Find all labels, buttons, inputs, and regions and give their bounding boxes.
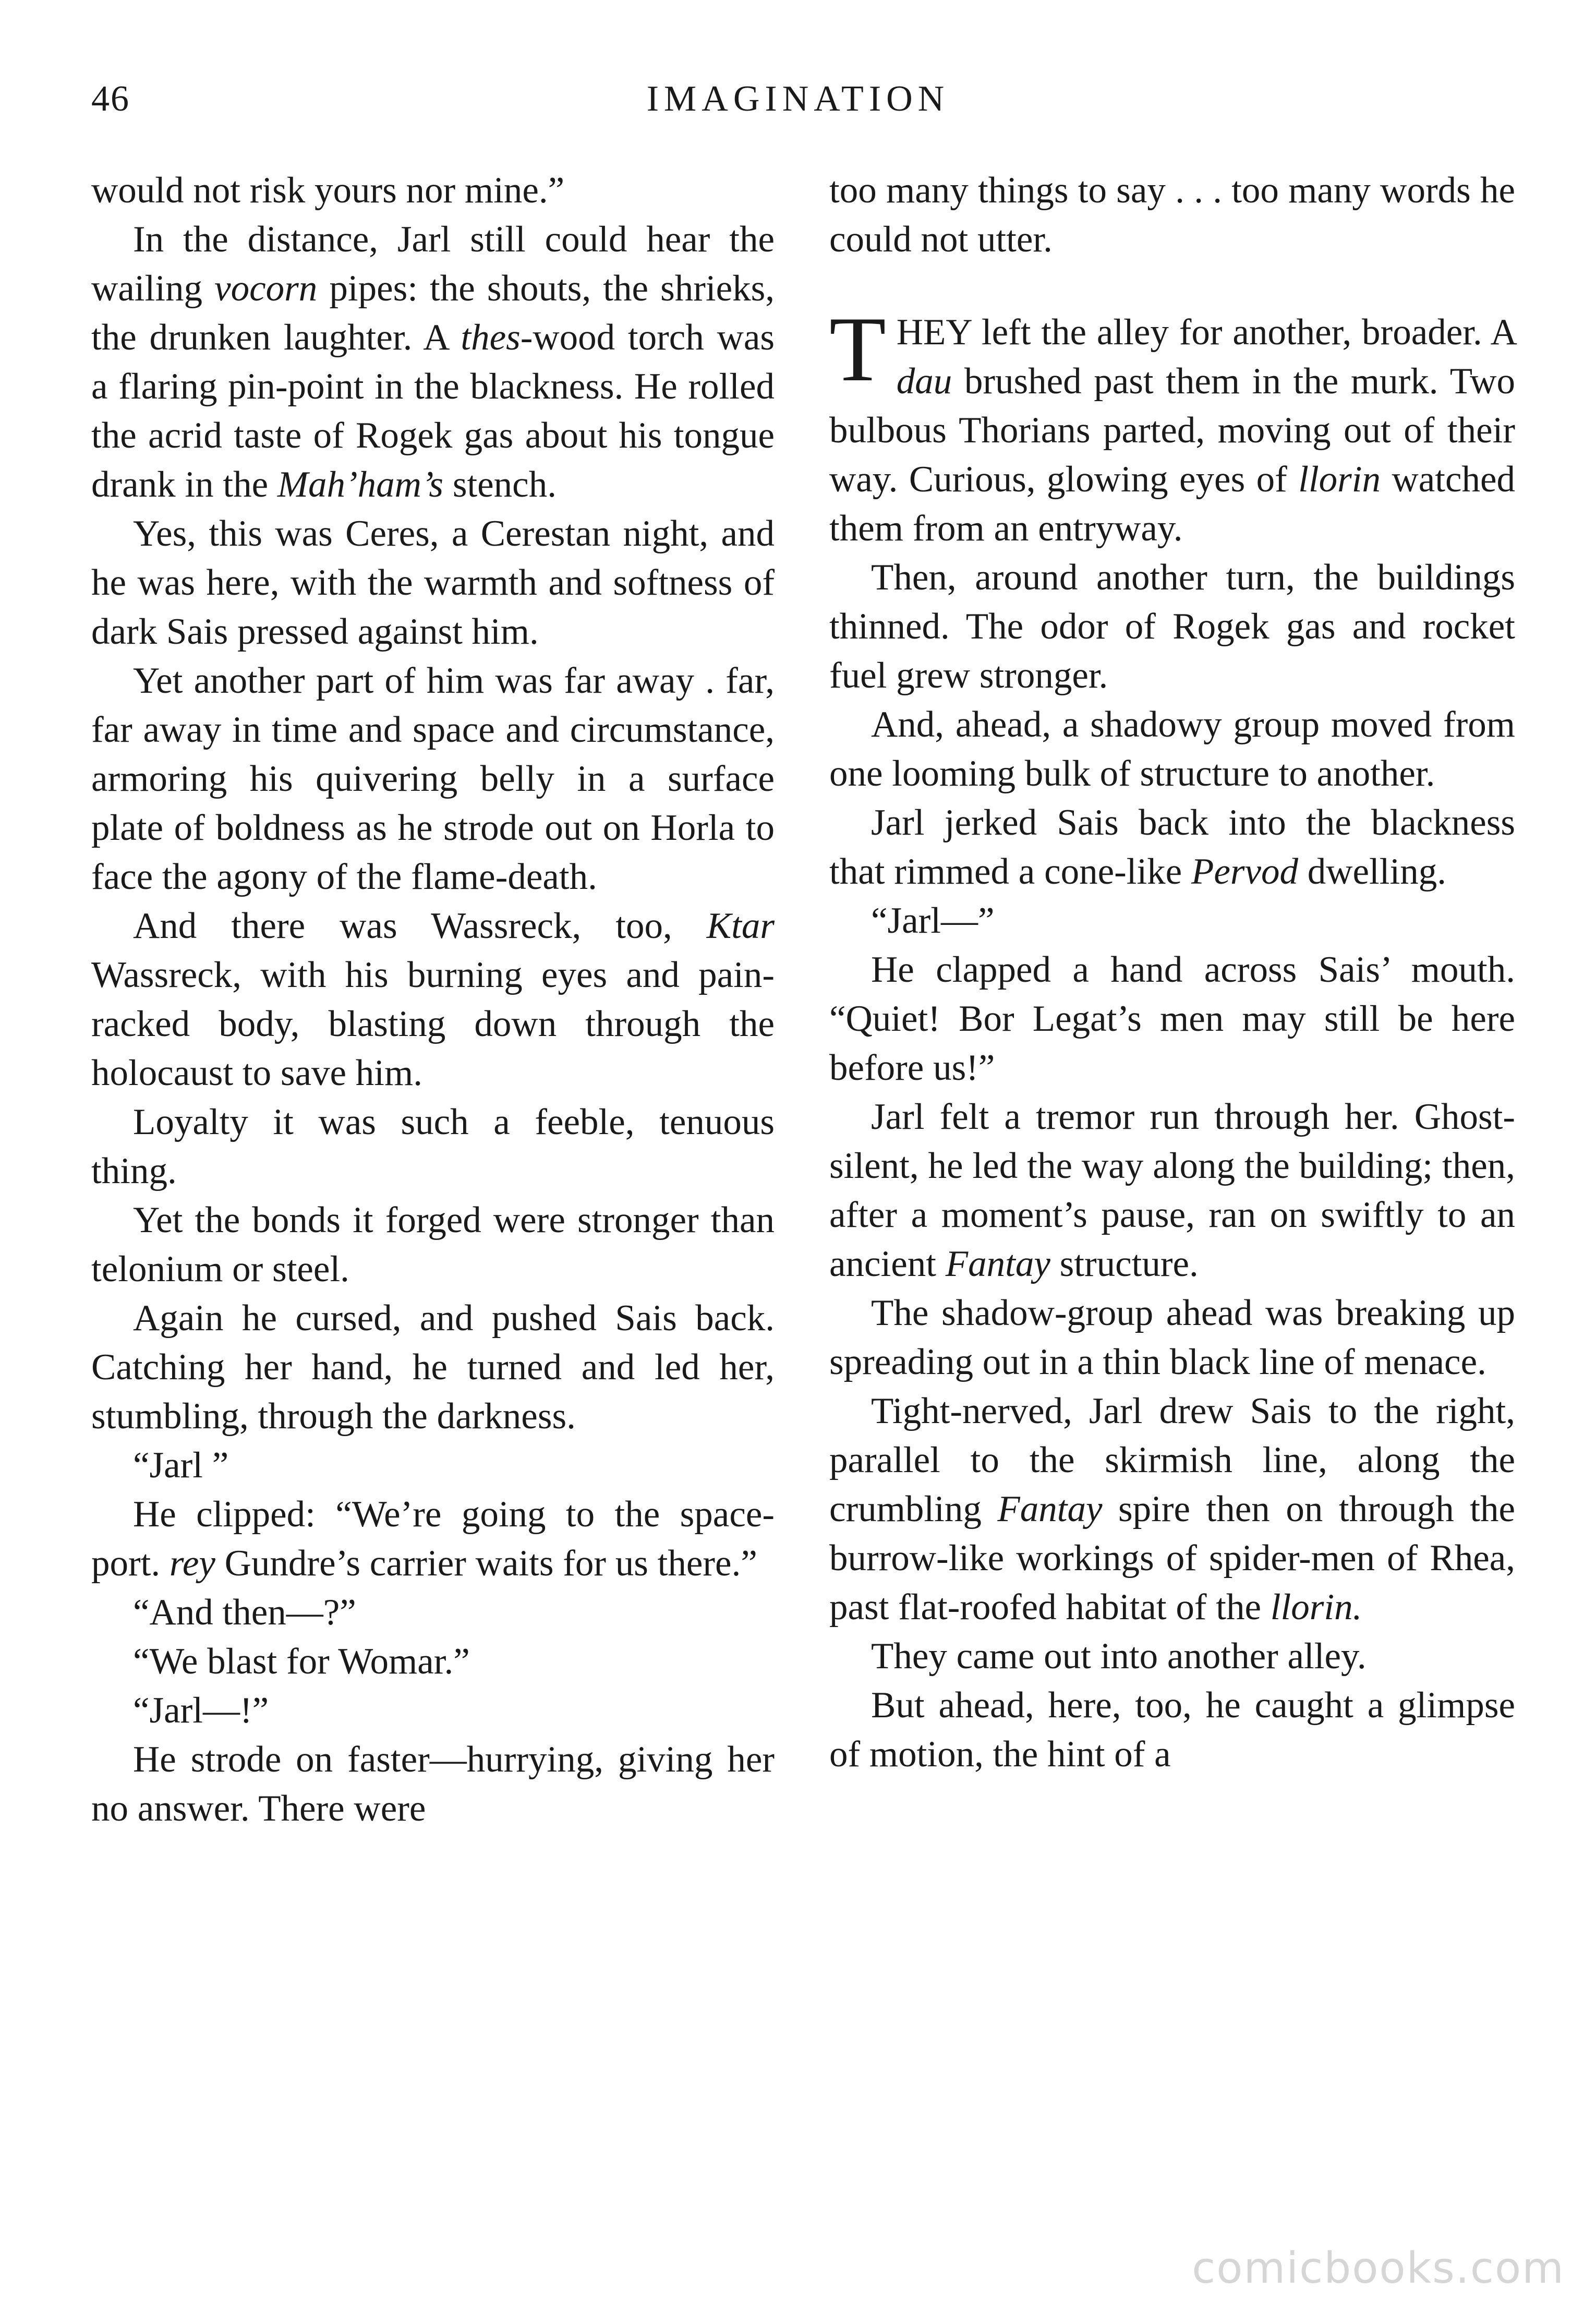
paragraph — [829, 1092, 1515, 1288]
page-header — [0, 78, 1596, 136]
paragraph — [829, 896, 1515, 945]
text-run: structure. — [1050, 1244, 1199, 1284]
paragraph — [91, 901, 775, 1098]
italic-text: Mah’ham’s — [277, 464, 444, 505]
paragraph — [829, 798, 1515, 896]
text-run: Tight-nerved, Jarl drew Sais to the right, parallel to the skirmish line, along the crumbling — [829, 1391, 1515, 1529]
watermark: comicbooks.com — [1192, 2244, 1565, 2293]
dropcap-text-end: watched them from an entryway. — [829, 459, 1516, 549]
text-run: Yet the bonds it forged were stronger than telonium or steel. — [91, 1200, 775, 1290]
paragraph — [91, 1490, 775, 1588]
paragraph — [91, 1637, 775, 1686]
text-run: “Jarl—!” — [133, 1690, 269, 1731]
text-run: Again he cursed, and pushed Sais back. Catching her hand, he turned and led her, stumbling, through the darkness. — [91, 1298, 775, 1437]
paragraph — [829, 1288, 1515, 1387]
text-run: The shadow-group ahead was breaking up spreading out in a thin black line of menace. — [829, 1293, 1515, 1382]
right-column — [829, 166, 1515, 1779]
text-run: -wood torch was a flaring pin-point in the blackness. He rolled the acrid taste of Rogek gas about his tongue drank in the — [91, 317, 775, 505]
text-run: dwelling. — [1298, 851, 1446, 892]
paragraph — [91, 1735, 775, 1833]
right-intro-paragraph: too many things to say . . . too many words he could not utter. — [829, 170, 1515, 260]
text-run: Wassreck, with his burning eyes and pain-racked body, blasting down through the holocaust to save him. — [91, 955, 775, 1093]
text-run: And, ahead, a shadowy group moved from one looming bulk of structure to another. — [829, 704, 1515, 794]
dropcap-italic-2: llorin — [1298, 459, 1381, 500]
drop-cap: T — [829, 297, 886, 401]
paragraph — [91, 1196, 775, 1294]
text-run: He clipped: “We’re going to the space-port. — [91, 1494, 775, 1584]
dropcap-paragraph — [829, 297, 1516, 553]
paragraph — [829, 945, 1515, 1092]
text-run: pipes: the shouts, the shrieks, the drunken laughter. A — [91, 268, 775, 358]
italic-text: thes — [461, 317, 521, 358]
text-run: Yes, this was Ceres, a Cerestan night, and he was here, with the warmth and softness of dark Sais pressed against him. — [91, 513, 775, 652]
dropcap-text: HEY left the alley for another, broader. A — [896, 312, 1515, 353]
text-run: “Jarl—” — [871, 900, 995, 941]
text-run: He strode on faster—hurrying, giving her no answer. There were — [91, 1739, 775, 1829]
paragraph — [91, 1686, 775, 1735]
paragraph — [829, 1681, 1515, 1779]
paragraph — [91, 166, 775, 215]
paragraph — [91, 656, 775, 901]
paragraph — [91, 1098, 775, 1196]
italic-text: llorin. — [1270, 1587, 1362, 1628]
italic-text: rey — [169, 1543, 215, 1584]
italic-text: Pervod — [1191, 851, 1298, 892]
paragraph — [829, 1632, 1515, 1681]
left-column — [91, 166, 775, 1833]
text-run: But ahead, here, too, he caught a glimpse of motion, the hint of a — [829, 1685, 1515, 1775]
text-run: stench. — [443, 464, 557, 505]
running-head: IMAGINATION — [646, 79, 950, 119]
text-run: Jarl jerked Sais back into the blackness that rimmed a cone-like — [829, 802, 1515, 892]
paragraph — [91, 1588, 775, 1637]
text-run: Jarl felt a tremor run through her. Ghost-silent, he led the way along the building; then, after a moment’s pause, ran on swiftly to an ancient — [829, 1097, 1515, 1284]
text-run: “And then—?” — [133, 1592, 356, 1633]
italic-text: Ktar — [706, 906, 775, 946]
italic-text: vocorn — [214, 268, 318, 309]
paragraph — [91, 509, 775, 656]
paragraph — [829, 1387, 1515, 1632]
text-run: “Jarl ” — [133, 1445, 229, 1486]
text-run: Yet another part of him was far away . far, far away in time and space and circumstance, armoring his quivering belly in a surface plate of boldness as he strode out on Horla to face the agony of the flame-death. — [91, 660, 775, 897]
paragraph — [829, 700, 1515, 798]
text-run: They came out into another alley. — [871, 1636, 1367, 1677]
text-run: He clapped a hand across Sais’ mouth. “Quiet! Bor Legat’s men may still be here before us!” — [829, 949, 1515, 1088]
paragraph — [91, 1294, 775, 1441]
text-run: Then, around another turn, the buildings thinned. The odor of Rogek gas and rocket fuel grew stronger. — [829, 557, 1515, 696]
dropcap-italic: dau — [896, 361, 952, 402]
paragraph — [91, 1441, 775, 1490]
paragraph — [91, 215, 775, 509]
text-run: Loyalty it was such a feeble, tenuous thing. — [91, 1102, 775, 1191]
italic-text: Fantay — [997, 1489, 1103, 1529]
right-column-paragraphs — [829, 553, 1515, 1779]
text-run: would not risk yours nor mine.” — [91, 170, 565, 211]
text-run: spire then on through the burrow-like workings of spider-men of Rhea, past flat-roofed habitat of the — [829, 1489, 1515, 1628]
text-run: Gundre’s carrier waits for us there.” — [215, 1543, 757, 1584]
text-run: In the distance, Jarl still could hear the wailing — [91, 219, 775, 309]
dropcap-text-tail: brushed past them in the murk. Two bulbous Thorians parted, moving out of their way. Curious, glowing eyes of — [829, 361, 1515, 500]
text-run: “We blast for Womar.” — [133, 1641, 470, 1682]
paragraph — [829, 553, 1515, 700]
page-number: 46 — [91, 79, 130, 119]
text-run: And there was Wassreck, too, — [133, 906, 707, 946]
italic-text: Fantay — [945, 1244, 1050, 1284]
